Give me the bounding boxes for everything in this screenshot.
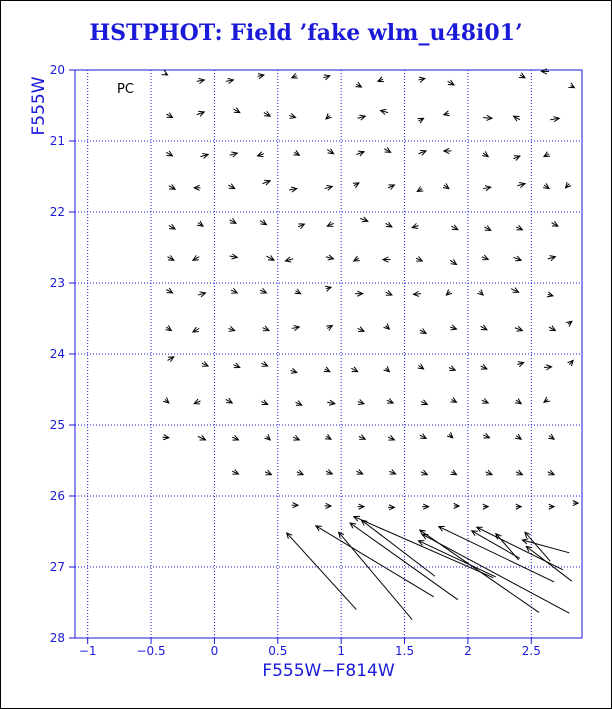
error-vector <box>416 256 422 261</box>
error-vector <box>515 398 521 403</box>
error-vector <box>290 368 296 373</box>
error-vector <box>482 398 488 403</box>
error-vector <box>292 325 300 330</box>
error-vector <box>484 226 490 231</box>
error-vector <box>326 113 332 119</box>
error-vector <box>387 398 393 403</box>
error-vector <box>481 364 487 369</box>
error-vector <box>573 500 578 505</box>
error-vector <box>200 153 208 158</box>
error-vector <box>197 221 203 226</box>
x-tick-label: 0.5 <box>268 644 288 658</box>
error-vector <box>166 151 172 156</box>
error-vector <box>517 183 525 188</box>
error-vector <box>356 151 364 156</box>
error-vector <box>326 255 334 260</box>
error-vector <box>514 156 520 161</box>
error-vector <box>228 326 234 331</box>
error-vector <box>420 434 426 439</box>
error-vector <box>483 115 492 120</box>
vector-arrowhead <box>568 83 574 88</box>
error-vector <box>230 218 236 223</box>
error-vector <box>548 434 554 439</box>
y-tick-label: 26 <box>49 489 65 503</box>
error-vector <box>360 217 368 222</box>
error-vector <box>444 148 452 153</box>
error-vector <box>421 470 427 475</box>
error-vector <box>326 326 332 331</box>
error-vector <box>358 400 364 405</box>
error-vector <box>417 186 423 191</box>
error-vector <box>233 108 239 113</box>
error-vector <box>292 503 298 508</box>
error-vector <box>258 152 264 157</box>
error-vector <box>169 184 175 189</box>
error-vector <box>289 187 297 192</box>
error-vector <box>293 435 299 440</box>
error-vector <box>295 289 301 294</box>
vector-shaft <box>361 520 435 576</box>
y-axis-label: F555W <box>29 76 49 136</box>
error-vector <box>384 324 390 330</box>
error-vector <box>293 150 299 155</box>
error-vector <box>412 223 418 228</box>
error-vector <box>361 520 435 576</box>
error-vector <box>232 435 238 440</box>
error-vector <box>418 541 495 577</box>
error-vector <box>543 183 549 188</box>
error-vector <box>378 77 384 82</box>
error-vector <box>258 74 264 79</box>
y-tick-label: 24 <box>49 347 65 361</box>
error-vector <box>166 113 172 118</box>
error-vector <box>454 503 459 508</box>
error-vector <box>354 516 493 577</box>
error-vector <box>228 184 234 189</box>
error-vector <box>327 222 333 227</box>
error-vector <box>289 113 295 118</box>
vector-shaft <box>522 540 569 553</box>
vector-shaft <box>354 517 493 578</box>
error-vector <box>388 435 394 440</box>
error-vector <box>451 397 457 402</box>
error-vector <box>482 255 488 260</box>
error-vector <box>451 470 457 475</box>
error-vector <box>166 288 172 293</box>
vector-arrowhead <box>378 77 384 82</box>
error-vector <box>162 70 168 75</box>
error-vector <box>389 469 395 474</box>
error-vector <box>292 73 298 78</box>
error-vector <box>165 325 171 330</box>
error-vector <box>296 401 302 406</box>
error-vector <box>325 286 331 291</box>
error-vector <box>324 367 330 372</box>
error-vector <box>285 257 293 262</box>
x-tick-label: 2.5 <box>521 644 541 658</box>
error-vector <box>233 363 239 368</box>
error-vector <box>326 469 332 474</box>
error-vector <box>163 397 169 403</box>
error-vector <box>413 291 421 296</box>
error-vector <box>477 289 483 295</box>
error-vector <box>420 328 426 333</box>
error-vector <box>544 397 550 402</box>
error-vector <box>548 256 556 261</box>
error-vector <box>297 470 303 475</box>
error-vector <box>261 361 267 366</box>
error-vector <box>353 183 359 188</box>
vector-shaft <box>422 534 569 613</box>
error-vector <box>327 149 333 154</box>
y-tick-label: 22 <box>49 205 65 219</box>
error-vector <box>193 327 199 332</box>
error-vector <box>266 255 274 260</box>
error-vector <box>168 357 174 362</box>
error-vector <box>481 325 487 330</box>
error-vector <box>451 225 457 230</box>
error-vector <box>444 111 450 116</box>
error-vector <box>486 470 492 475</box>
error-vector <box>263 326 269 331</box>
plot-frame <box>75 70 582 638</box>
error-vector <box>420 530 539 612</box>
chart-title: HSTPHOT: Field ’fake wlm_u48i01’ <box>89 20 523 46</box>
y-tick-label: 21 <box>49 134 65 148</box>
error-vector <box>514 256 522 261</box>
error-vector <box>260 220 266 225</box>
error-vector <box>325 503 331 508</box>
error-vector <box>339 532 413 619</box>
vector-shaft <box>339 532 413 619</box>
error-vector <box>168 255 174 260</box>
error-vector <box>230 254 238 259</box>
error-vector <box>511 288 519 293</box>
vector-shaft <box>418 541 495 577</box>
error-vector <box>516 225 522 230</box>
error-vector <box>232 469 238 474</box>
y-tick-label: 25 <box>49 418 65 432</box>
x-tick-label: 0 <box>210 644 219 658</box>
field-annotation: PC <box>117 82 134 97</box>
error-vector <box>327 400 335 405</box>
vector-shaft <box>350 523 458 600</box>
error-vector <box>517 362 523 367</box>
error-vector <box>264 111 270 116</box>
error-vector <box>358 504 364 509</box>
error-vector <box>325 434 331 439</box>
vector-arrowhead <box>162 70 168 75</box>
error-vector <box>448 80 454 85</box>
x-tick-label: 2 <box>464 644 472 658</box>
x-tick-label: −1 <box>78 644 97 658</box>
error-vector <box>323 75 329 80</box>
error-vector <box>384 366 390 372</box>
error-vector <box>354 256 360 261</box>
error-vector <box>226 78 234 83</box>
error-vector <box>356 469 362 474</box>
error-vector <box>516 504 521 509</box>
error-vector <box>418 118 424 123</box>
vector-layer <box>162 69 579 620</box>
error-vector <box>450 325 456 330</box>
error-vector <box>477 527 563 570</box>
error-vector <box>198 292 206 297</box>
error-vector <box>355 291 363 296</box>
error-vector <box>264 434 270 440</box>
error-vector <box>483 504 488 509</box>
error-vector <box>544 365 552 370</box>
error-vector <box>355 82 361 87</box>
x-axis-label: F555W−F814W <box>262 661 395 681</box>
error-vector <box>566 321 572 326</box>
error-vector <box>548 470 554 475</box>
grid-layer <box>75 70 582 638</box>
error-vector <box>549 326 555 331</box>
y-tick-label: 28 <box>49 631 65 645</box>
error-vector <box>514 116 520 121</box>
error-vector <box>198 435 206 440</box>
error-vector <box>483 433 489 438</box>
error-vector <box>552 221 558 226</box>
error-vector <box>519 73 525 78</box>
error-vector <box>446 289 452 295</box>
error-vector <box>260 288 266 293</box>
error-vector <box>197 111 205 116</box>
error-vector <box>544 152 550 157</box>
error-vector <box>516 470 522 475</box>
error-vector <box>358 327 364 332</box>
error-vector <box>421 400 427 405</box>
error-vector <box>566 182 572 188</box>
error-vector <box>386 222 392 227</box>
error-vector <box>547 292 553 297</box>
vector-shaft <box>420 530 539 612</box>
error-vector <box>197 78 205 83</box>
error-vector <box>202 361 208 366</box>
error-vector <box>298 224 304 229</box>
error-vector <box>443 183 449 188</box>
error-vector <box>383 257 391 262</box>
error-vector <box>384 147 390 152</box>
tick-layer <box>50 63 541 658</box>
error-vector <box>418 364 424 369</box>
error-vector <box>418 150 426 155</box>
error-vector <box>568 360 574 366</box>
error-vector <box>169 224 175 229</box>
error-vector <box>358 115 366 120</box>
error-vector <box>418 77 424 82</box>
error-vector <box>193 255 199 260</box>
error-vector <box>549 504 554 509</box>
error-vector <box>388 185 394 190</box>
error-vector <box>447 432 453 438</box>
error-vector <box>388 505 394 510</box>
x-tick-label: −0.5 <box>136 644 166 658</box>
error-vector <box>483 186 491 191</box>
error-vector <box>422 534 569 613</box>
error-vector <box>162 435 168 440</box>
error-vector <box>261 400 267 405</box>
error-vector <box>226 398 232 403</box>
y-tick-label: 20 <box>49 63 65 77</box>
error-vector <box>422 504 428 509</box>
x-tick-label: 1 <box>337 644 345 658</box>
error-vector <box>482 151 488 156</box>
error-vector <box>351 367 357 372</box>
x-tick-label: 1.5 <box>395 644 415 658</box>
y-tick-label: 27 <box>49 560 65 574</box>
error-vector <box>263 180 271 185</box>
error-vector <box>380 109 388 114</box>
error-vector <box>359 435 365 440</box>
error-vector <box>450 259 456 264</box>
error-vector <box>231 288 237 293</box>
error-vector <box>449 366 455 371</box>
error-vector <box>550 117 559 122</box>
error-vector <box>568 83 574 88</box>
y-tick-label: 23 <box>49 276 65 290</box>
error-vector <box>265 470 271 475</box>
error-vector <box>386 290 392 295</box>
error-vector <box>515 434 521 439</box>
vector-arrowhead <box>292 73 298 78</box>
error-vector <box>230 152 238 157</box>
error-vector <box>194 399 200 404</box>
error-vector <box>522 539 569 553</box>
error-vector <box>325 185 333 190</box>
error-vector <box>350 523 458 600</box>
error-vector <box>515 326 523 331</box>
error-vector <box>194 185 200 190</box>
vector-shaft <box>477 527 563 570</box>
